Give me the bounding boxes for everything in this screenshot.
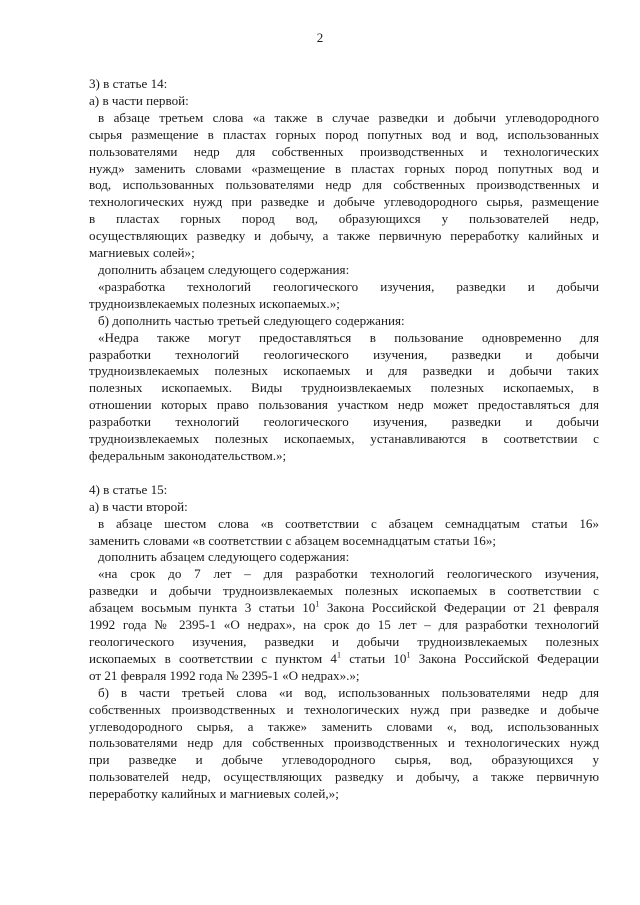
paragraph-line: осуществляющих разведку и добычу, а также первичную переработку калийных и xyxy=(89,228,599,244)
paragraph-line: отношении которых право пользования участком недр может предоставляться для xyxy=(89,397,599,413)
paragraph-line: разработки технологий геологического изучения, разведки и добычи xyxy=(89,346,599,362)
paragraph-line: разведки и добычи трудноизвлекаемых полезных ископаемых в соответствии с xyxy=(89,583,599,599)
paragraph-line: в абзаце шестом слова «в соответствии с абзацем семнадцатым статьи 16» xyxy=(98,515,599,531)
paragraph-line: дополнить абзацем следующего содержания: xyxy=(98,261,350,277)
paragraph-line: собственных производственных и технологических нужд при разведке и добыче xyxy=(89,701,599,717)
item-4-heading: 4) в статье 15: xyxy=(89,481,168,497)
paragraph-line: геологического изучения, разведки и добычи трудноизвлекаемых полезных xyxy=(89,634,599,649)
paragraph-line: федеральным законодательством.»; xyxy=(89,447,287,463)
subitem-a-heading: а) в части второй: xyxy=(89,498,188,514)
superscript-index: 1 xyxy=(406,650,411,660)
paragraph-line: полезных ископаемых. Виды трудноизвлекаемых полезных ископаемых, в xyxy=(89,380,599,396)
paragraph-line: трудноизвлекаемых полезных ископаемых и для разведки и добычи таких xyxy=(89,363,599,379)
document-body xyxy=(89,76,599,803)
paragraph-line: 1992 года № 2395-1 «О недрах», на срок до 15 лет – для разработки технологий xyxy=(89,617,599,633)
paragraph-line: нужд» заменить словами «размещение в пластах горных пород попутных вод и xyxy=(89,160,599,176)
paragraph-line: «на срок до 7 лет – для разработки технологий геологического изучения, xyxy=(98,566,599,582)
paragraph-line: магниевых солей»; xyxy=(89,245,195,261)
paragraph-line: «разработка технологий геологического изучения, разведки и добычи xyxy=(98,278,599,294)
item-3-heading: 3) в статье 14: xyxy=(89,76,168,91)
paragraph-line: вод, использованных пользователями недр для собственных производственных и xyxy=(89,177,599,193)
text-fragment: статьи 10 xyxy=(340,650,407,666)
paragraph-line: в пластах горных пород вод, образующихся у пользователей недр, xyxy=(89,211,599,227)
paragraph-line: сырья размещение в пластах горных пород попутных вод и вод, использованных xyxy=(89,126,599,142)
paragraph-line: б) в части третьей слова «и вод, использованных пользователями недр для xyxy=(98,684,599,700)
paragraph-line: переработку калийных и магниевых солей,»; xyxy=(89,786,339,802)
text-fragment: Закона Российской Федерации xyxy=(410,650,599,666)
paragraph-line: пользователями недр для собственных производственных и технологических xyxy=(89,143,599,159)
superscript-index: 1 xyxy=(315,599,320,609)
paragraph-line: заменить словами «в соответствии с абзацем восемнадцатым статьи 16»; xyxy=(89,532,497,548)
subitem-a-heading: а) в части первой: xyxy=(89,92,189,108)
paragraph-line: «Недра также могут предоставляться в пользование одновременно для xyxy=(98,329,599,345)
text-fragment: ископаемых в соответствии с пунктом 4 xyxy=(89,650,337,666)
paragraph-line xyxy=(89,651,599,668)
paragraph-line: дополнить абзацем следующего содержания: xyxy=(98,549,350,565)
paragraph-spacer xyxy=(89,465,599,482)
text-fragment: абзацем восьмым пункта 3 статьи 10 xyxy=(89,600,316,616)
superscript-index: 1 xyxy=(336,650,341,660)
paragraph-line xyxy=(89,600,599,617)
paragraph-line: трудноизвлекаемых полезных ископаемых, устанавливаются в соответствии с xyxy=(89,431,599,447)
paragraph-line: при разведке и добыче углеводородного сырья, вод, образующихся у xyxy=(89,752,599,768)
text-fragment: Закона Российской Федерации от 21 февраля xyxy=(319,600,600,616)
paragraph-line: пользователей недр, осуществляющих разведку и добычу, а также первичную xyxy=(89,769,599,785)
paragraph-line: трудноизвлекаемых полезных ископаемых.»; xyxy=(89,295,340,311)
subitem-b-heading: б) дополнить частью третьей следующего содержания: xyxy=(98,312,405,328)
paragraph-line: технологических нужд при разведке и добыче углеводородного сырья, размещение xyxy=(89,194,599,210)
paragraph-line: углеводородного сырья, а также» заменить словами «, вод, использованных xyxy=(89,718,599,734)
paragraph-line: в абзаце третьем слова «а также в случае разведки и добычи углеводородного xyxy=(98,109,599,125)
paragraph-line: пользователями недр для собственных производственных и технологических нужд xyxy=(89,735,599,751)
paragraph-line: разработки технологий геологического изучения, разведки и добычи xyxy=(89,414,599,430)
paragraph-line: от 21 февраля 1992 года № 2395-1 «О недрах».»; xyxy=(89,667,360,683)
page-number: 2 xyxy=(316,30,324,45)
